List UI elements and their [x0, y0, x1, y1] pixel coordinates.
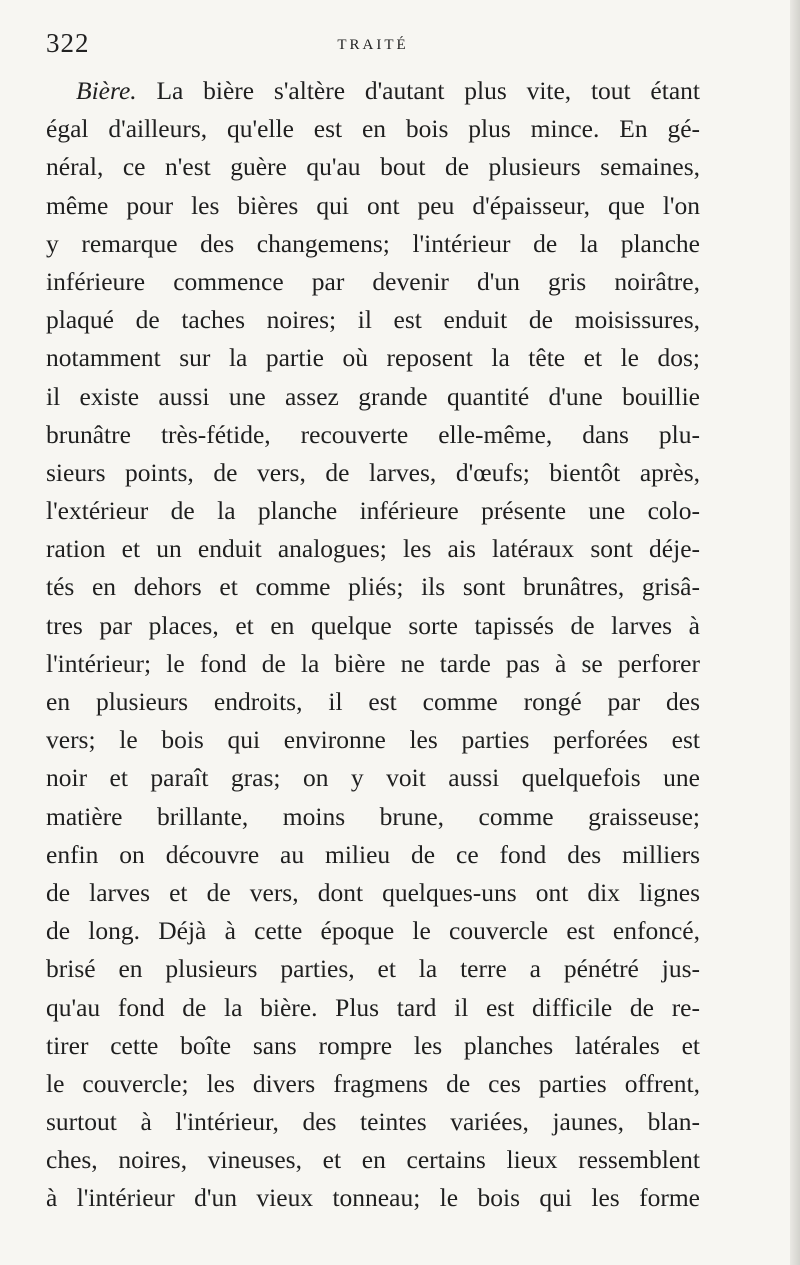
text-line-25: qu'au fond de la bière. Plus tard il est difficile de re- — [46, 992, 700, 1022]
text-line-1 — [46, 72, 700, 110]
text-line-3: néral, ce n'est guère qu'au bout de plusieurs semaines, — [46, 152, 700, 182]
running-head — [46, 28, 700, 64]
text-line-6: inférieure commence par devenir d'un gris noirâtre, — [46, 266, 700, 296]
text-line-12: l'extérieur de la planche inférieure présente une colo- — [46, 496, 700, 526]
text-line-20: matière brillante, moins brune, comme graisseuse; — [46, 801, 700, 831]
text-line-28: surtout à l'intérieur, des teintes variées, jaunes, blan- — [46, 1107, 700, 1137]
text-line-18: vers; le bois qui environne les parties perforées est — [46, 725, 700, 755]
text-line-7: plaqué de taches noires; il est enduit de moisissures, — [46, 305, 700, 335]
first-line-rest: La bière s'altère d'autant plus vite, tout étant — [136, 76, 700, 105]
text-line-9: il existe aussi une assez grande quantité d'une bouillie — [46, 381, 700, 411]
lead-word: Bière. — [76, 76, 137, 105]
text-line-30: à l'intérieur d'un vieux tonneau; le bois qui les forme — [46, 1183, 700, 1213]
text-line-8: notamment sur la partie où reposent la tête et le dos; — [46, 343, 700, 373]
text-line-24: brisé en plusieurs parties, et la terre a pénétré jus- — [46, 954, 700, 984]
text-line-29: ches, noires, vineuses, et en certains lieux ressemblent — [46, 1145, 700, 1175]
text-line-15: tres par places, et en quelque sorte tapissés de larves à — [46, 610, 700, 640]
text-line-4: même pour les bières qui ont peu d'épaisseur, que l'on — [46, 190, 700, 220]
text-line-21: enfin on découvre au milieu de ce fond des milliers — [46, 839, 700, 869]
text-line-17: en plusieurs endroits, il est comme rongé par des — [46, 687, 700, 716]
running-title: TRAITÉ — [337, 37, 409, 53]
text-line-22: de larves et de vers, dont quelques-uns ont dix lignes — [46, 877, 700, 907]
text-line-27: le couvercle; les divers fragmens de ces parties offrent, — [46, 1068, 700, 1098]
page-number: 322 — [46, 28, 90, 58]
text-line-13: ration et un enduit analogues; les ais latéraux sont déje- — [46, 534, 700, 564]
text-line-2: égal d'ailleurs, qu'elle est en bois plus mince. En gé- — [46, 114, 700, 144]
text-line-11: sieurs points, de vers, de larves, d'œufs; bientôt après, — [46, 457, 700, 487]
text-line-26: tirer cette boîte sans rompre les planches latérales et — [46, 1030, 700, 1060]
text-line-16: l'intérieur; le fond de la bière ne tarde pas à se perforer — [46, 648, 700, 678]
text-line-5: y remarque des changemens; l'intérieur de la planche — [46, 228, 700, 258]
text-line-19: noir et paraît gras; on y voit aussi quelquefois une — [46, 763, 700, 793]
body-paragraph — [46, 72, 700, 1218]
scan-shadow-edge — [790, 0, 800, 1265]
text-line-10: brunâtre très-fétide, recouverte elle-même, dans plu- — [46, 419, 700, 449]
text-line-14: tés en dehors et comme pliés; ils sont brunâtres, grisâ- — [46, 572, 700, 602]
text-line-23: de long. Déjà à cette époque le couvercle est enfoncé, — [46, 916, 700, 946]
